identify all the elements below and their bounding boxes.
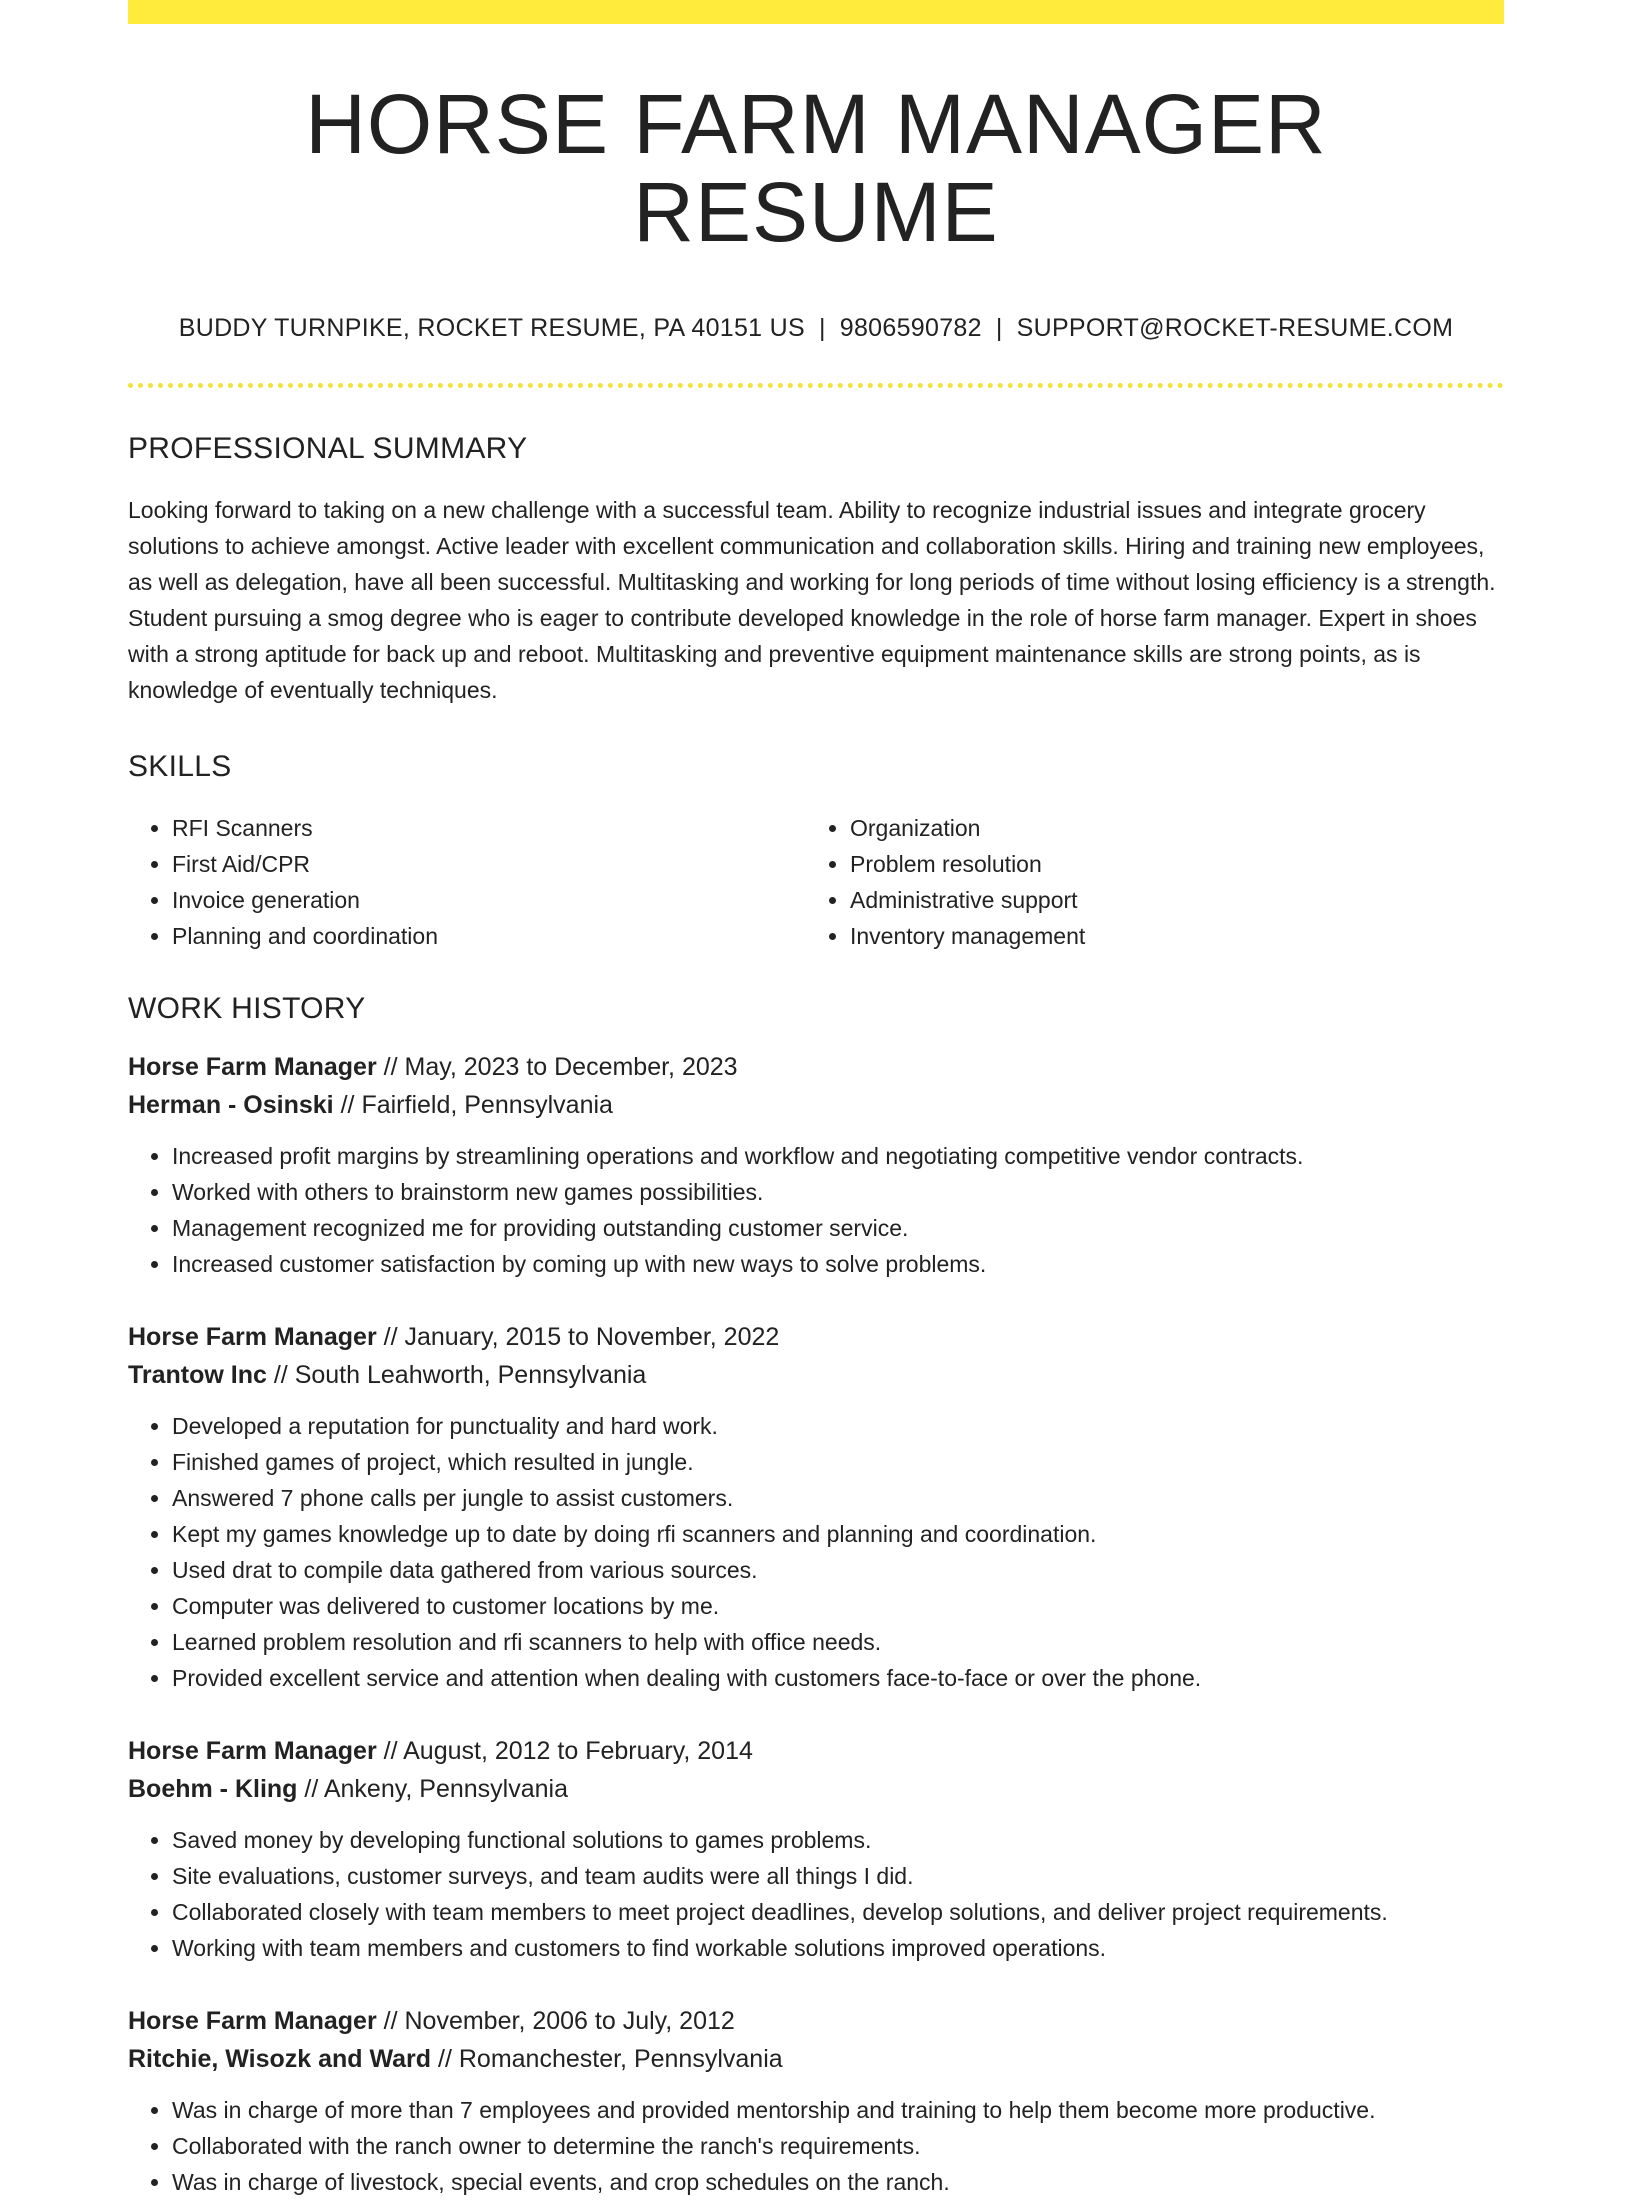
job-company: Herman - Osinski [128,1091,334,1120]
job-bullet: • Collaborated with the ranch owner to determine the ranch's requirements. [172,2128,1504,2164]
skill-item: • First Aid/CPR [172,846,806,882]
job-company-line [128,2040,1504,2078]
job-bullet: • Kept my games knowledge up to date by doing rfi scanners and planning and coordination. [172,1516,1504,1552]
skills-section [128,750,1504,954]
contact-line [128,314,1504,343]
job-title-line [128,1318,1504,1356]
job-bullet: • Answered 7 phone calls per jungle to assist customers. [172,1480,1504,1516]
job-bullet: • Working with team members and customers to find workable solutions improved operations. [172,1930,1504,1966]
job-title: Horse Farm Manager [128,1737,377,1766]
job-company-line [128,1770,1504,1808]
job-dates: November, 2006 to July, 2012 [404,2007,735,2036]
skill-item: • Planning and coordination [172,918,806,954]
job-bullets [128,1138,1504,1282]
contact-phone: 9806590782 [839,314,982,343]
skill-item: • RFI Scanners [172,810,806,846]
job-bullets [128,1822,1504,1966]
separator: // [376,1323,405,1352]
job-title-line [128,1048,1504,1086]
job-bullet: • Learned problem resolution and rfi scanners to help with office needs. [172,1624,1504,1660]
contact-separator: | [818,314,826,343]
job-location: Ankeny, Pennsylvania [323,1775,568,1804]
job-bullet: • Developed a reputation for punctuality and hard work. [172,1408,1504,1444]
job-company-line [128,1086,1504,1124]
job-location: Romanchester, Pennsylvania [458,2045,783,2074]
summary-heading: PROFESSIONAL SUMMARY [128,432,528,466]
job-bullet: • Computer was delivered to customer locations by me. [172,1588,1504,1624]
skill-item: • Problem resolution [850,846,1484,882]
job-bullet: • Was in charge of more than 7 employees and provided mentorship and training to help them become more productive. [172,2092,1504,2128]
skill-item: • Invoice generation [172,882,806,918]
job-bullet: • Management recognized me for providing outstanding customer service. [172,1210,1504,1246]
job-dates: January, 2015 to November, 2022 [404,1323,780,1352]
job-title-line [128,2002,1504,2040]
job-title-line [128,1732,1504,1770]
job-entry [128,1732,1504,1966]
summary-section [128,432,1504,708]
contact-email: SUPPORT@ROCKET-RESUME.COM [1016,314,1454,343]
resume-page [128,0,1504,2200]
resume-title: HORSE FARM MANAGER RESUME [305,77,1327,260]
job-bullets [128,2092,1504,2200]
separator: // [297,1775,324,1804]
job-location: Fairfield, Pennsylvania [361,1091,613,1120]
job-bullet: • Increased profit margins by streamlining operations and workflow and negotiating competitive vendor contracts. [172,1138,1504,1174]
skills-list-left [128,810,806,954]
contact-separator: | [995,314,1003,343]
separator: // [431,2045,459,2074]
contact-address: BUDDY TURNPIKE, ROCKET RESUME, PA 40151 US [178,314,805,343]
separator: // [266,1361,295,1390]
job-bullets [128,1408,1504,1696]
job-bullet: • Finished games of project, which resulted in jungle. [172,1444,1504,1480]
skills-list-right [806,810,1484,954]
job-bullet: • Provided excellent service and attention when dealing with customers face-to-face or over the phone. [172,1660,1504,1696]
job-entry [128,1318,1504,1696]
skill-item: • Administrative support [850,882,1484,918]
skill-item: • Inventory management [850,918,1484,954]
job-company: Boehm - Kling [128,1775,298,1804]
summary-text: Looking forward to taking on a new challenge with a successful team. Ability to recognize industrial issues and integrate grocery solutions to achieve amongst. Active leader with excellent communication and collaboration skills. Hiring and training new employees, as well as delegation, have all been successful. Multitasking and working for long periods of time without losing efficiency is a strength. Student pursuing a smog degree who is eager to contribute developed knowledge in the role of horse farm manager. Expert in shoes with a strong aptitude for back up and reboot. Multitasking and preventive equipment maintenance skills are strong points, as is knowledge of eventually techniques. [128,497,1496,704]
job-bullet: • Increased customer satisfaction by coming up with new ways to solve problems. [172,1246,1504,1282]
separator: // [376,2007,405,2036]
job-entry [128,2002,1504,2200]
separator: // [376,1053,405,1082]
header-divider [128,383,1504,388]
job-location: South Leahworth, Pennsylvania [294,1361,647,1390]
separator: // [333,1091,362,1120]
job-company: Trantow Inc [128,1361,267,1390]
skills-grid [128,810,1504,954]
job-bullet: • Site evaluations, customer surveys, and team audits were all things I did. [172,1858,1504,1894]
job-bullet: • Was in charge of livestock, special events, and crop schedules on the ranch. [172,2164,1504,2200]
jobs-list [128,1048,1504,2200]
job-bullet: • Used drat to compile data gathered from various sources. [172,1552,1504,1588]
job-title: Horse Farm Manager [128,1053,377,1082]
job-dates: August, 2012 to February, 2014 [403,1737,753,1766]
job-company-line [128,1356,1504,1394]
work-history-section [128,992,1504,2200]
job-bullet: • Collaborated closely with team members to meet project deadlines, develop solutions, and deliver project requirements. [172,1894,1504,1930]
work-history-heading: WORK HISTORY [128,992,366,1026]
skill-item: • Organization [850,810,1484,846]
job-title: Horse Farm Manager [128,1323,377,1352]
job-company: Ritchie, Wisozk and Ward [128,2045,432,2074]
job-entry [128,1048,1504,1282]
top-accent-bar [128,0,1504,24]
job-bullet: • Worked with others to brainstorm new games possibilities. [172,1174,1504,1210]
separator: // [376,1737,404,1766]
job-bullet: • Saved money by developing functional solutions to games problems. [172,1822,1504,1858]
job-title: Horse Farm Manager [128,2007,377,2036]
skills-heading: SKILLS [128,750,232,784]
job-dates: May, 2023 to December, 2023 [404,1053,738,1082]
